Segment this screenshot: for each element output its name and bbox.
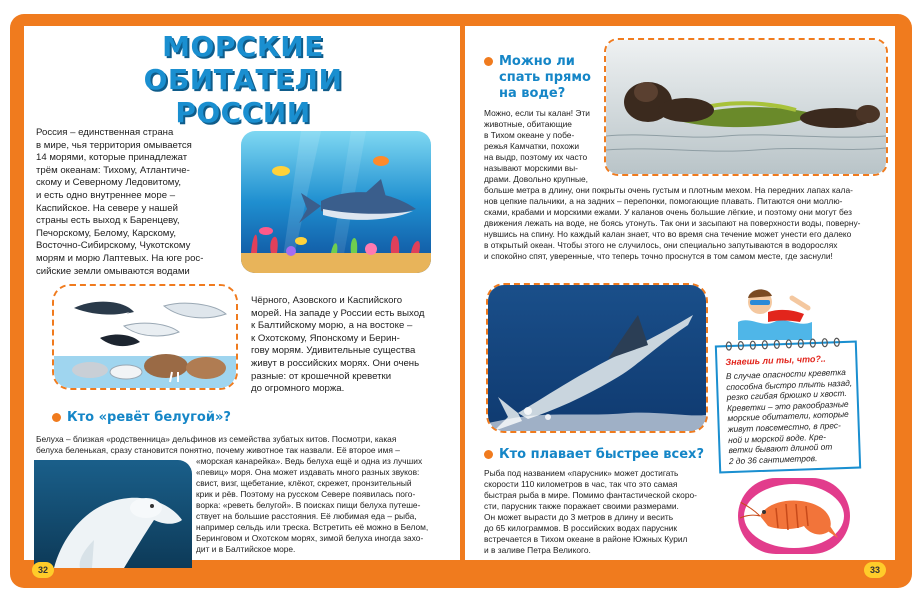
text-line: нов цепкие пальчики, а на задних – перепонки, помогающие плавать. Питаются они моллю- <box>484 196 843 206</box>
text-line: в мире, чья территория омывается <box>36 139 192 151</box>
text-line: и спокойно спят, уверенные, что теперь точно проснутся в том самом месте, где заснули! <box>484 251 833 261</box>
text-line: Каспийское. На севере у нашей <box>36 202 178 214</box>
text-line: до 65 килограммов. В российских водах парусник <box>484 523 678 533</box>
page-title-line-2: РОССИИ <box>175 96 311 129</box>
text-line: морские обитатели, которые <box>727 409 849 424</box>
swimming-boy-art <box>738 278 812 340</box>
did-you-know-note <box>715 341 861 474</box>
text-line: В случае опасности креветка <box>725 366 847 382</box>
shrimp-art <box>738 478 850 554</box>
sea-otter-photo-art <box>606 40 886 174</box>
sailfish-paragraph <box>484 468 714 556</box>
text-line: Чёрного, Азовского и Каспийского <box>251 295 403 306</box>
text-line: «морская канарейка». Ведь белуха ещё и одна из лучших <box>196 456 423 466</box>
sailfish-heading <box>484 447 704 463</box>
text-line: в Тихом океане у побе- <box>484 130 575 140</box>
text-line: трём океанам: Тихому, Атлантиче- <box>36 164 190 176</box>
swimming-boy-illustration <box>738 278 812 340</box>
text-line: скому и Северному Ледовитому, <box>36 177 181 189</box>
page-title-line-1: МОРСКИЕ ОБИТАТЕЛИ <box>143 30 343 96</box>
beluga-photo <box>34 460 192 568</box>
text-line: Креветки – это ракообразные <box>726 398 849 413</box>
text-line: Восточно-Сибирскому, Чукотскому <box>36 240 191 252</box>
text-line: живут повсеместно, в прес- <box>727 420 841 435</box>
otter-heading-line: Можно ли <box>499 54 575 69</box>
text-line: сти, парусник также поражает своими размерами. <box>484 501 679 511</box>
sailfish-photo-art <box>488 285 706 431</box>
text-line: разные: от крошечной креветки <box>251 370 392 382</box>
text-line: больше метра в длину, они покрыты очень густым и плотным мехом. На передних лапах кала- <box>484 185 853 195</box>
otter-heading <box>484 54 594 102</box>
text-line: к Балтийскому морю, а на востоке – <box>251 320 413 332</box>
text-line: способна быстро плыть назад, <box>726 377 853 392</box>
text-line: например сельдь или треска. Встретить её можно в Белом, <box>196 522 429 532</box>
beluga-paragraph-full <box>36 434 446 456</box>
page-number-right: 33 <box>864 562 886 578</box>
text-line: называют морскими вы- <box>484 163 578 173</box>
text-line: Можно, если ты калан! Эти <box>484 108 590 118</box>
text-line: встречается в Тихом океане в районе Южных Курил <box>484 534 688 544</box>
text-line: животные, обитающие <box>484 119 572 129</box>
text-line: Печорскому, Белому, Карскому, <box>36 227 177 239</box>
text-line: Он может вырасти до 3 метров в длину и весить <box>484 512 674 522</box>
intro-paragraph-continued <box>251 295 451 396</box>
underwater-illustration-art <box>241 131 431 273</box>
bullet-dot <box>484 57 493 66</box>
text-line: драми. Довольно крупные, <box>484 174 588 184</box>
text-line: белуха беленькая, сразу становится понятно, почему животное так назвали. Её второе имя – <box>36 445 400 455</box>
shrimp-badge <box>738 478 850 554</box>
page-number-left: 32 <box>32 562 54 578</box>
text-line: до огромного моржа. <box>251 383 345 395</box>
underwater-illustration <box>241 131 431 273</box>
otter-heading-line: спать прямо <box>499 70 591 85</box>
text-line: в открытый океан. Чтобы этого не случилось, они специально запутываются в водорослях <box>484 240 838 250</box>
text-line: Беринговом и Охотском морях, зимой белуха иногда захо- <box>196 533 424 543</box>
arctic-animals-illustration <box>52 284 238 390</box>
text-line: Рыба под названием «парусник» может достигать <box>484 468 679 478</box>
did-you-know-text <box>726 367 857 467</box>
sea-otter-photo <box>604 38 888 176</box>
text-line: ворка: «реветь белугой». В поисках пищи белуха путеше- <box>196 500 421 510</box>
text-line: страны есть выход к Баренцеву, <box>36 215 180 227</box>
sailfish-heading-text: Кто плавает быстрее всех? <box>499 447 704 462</box>
bullet-dot <box>484 450 493 459</box>
text-line: 14 морями, которые принадлежат <box>36 152 188 164</box>
otter-heading-line: на воде? <box>499 86 566 101</box>
text-line: резко сгибая брюшко и хвост. <box>726 388 847 403</box>
text-line: крик и рёв. Поэтому на русском Севере появилась пого- <box>196 489 416 499</box>
text-line: к Охотскому, Японскому и Берин- <box>251 332 400 344</box>
beluga-paragraph-wrap <box>196 456 446 555</box>
text-line: гову морям. Удивительные существа <box>251 345 416 357</box>
text-line: ствует на большие расстояния. Её любимая еда – рыба, <box>196 511 417 521</box>
text-line: сийские земли омываются водами <box>36 265 190 277</box>
text-line: 2 до 36 сантиметров. <box>728 452 818 466</box>
sailfish-photo <box>486 283 708 433</box>
beluga-heading <box>52 410 231 426</box>
did-you-know-title: Знаешь ли ты, что?.. <box>725 353 827 368</box>
otter-paragraph-narrow <box>484 108 600 185</box>
intro-paragraph <box>36 127 236 278</box>
text-line: Россия – единственная страна <box>36 127 174 138</box>
page-title <box>58 30 428 129</box>
text-line: дит и в Балтийское море. <box>196 544 296 554</box>
text-line: живут в российских морях. Они очень <box>251 357 420 369</box>
text-line: и в заливе Петра Великого. <box>484 545 591 555</box>
text-line: Белуха – близкая «родственница» дельфинов из семейства зубатых китов. Посмотри, какая <box>36 434 397 444</box>
text-line: движения лежать на воде, не боясь утонуть. Так они и засыпают на поверхности воды, поверну- <box>484 218 861 228</box>
text-line: ной и морской воде. Кре- <box>727 431 827 445</box>
text-line: свист, визг, щебетание, клёкот, скрежет, пронзительный <box>196 478 412 488</box>
beluga-photo-art <box>34 460 192 568</box>
text-line: морям и морю Лаптевых. На юге рос- <box>36 252 204 264</box>
text-line: «певиц» моря. Она может издавать много разных звуков: <box>196 467 420 477</box>
text-line: и есть одно внутреннее море – <box>36 189 176 201</box>
bullet-dot <box>52 413 61 422</box>
otter-paragraph-wide <box>484 185 888 262</box>
text-line: скорости 110 километров в час, так что это самая <box>484 479 678 489</box>
text-line: режья Камчатки, похожи <box>484 141 580 151</box>
text-line: нувшись на спину. Но каждый калан знает, что во время сна течение может унести его далеко <box>484 229 852 239</box>
text-line: на выдр, поэтому их часто <box>484 152 588 162</box>
text-line: сками, крабами и морскими ежами. У каланов очень большие лёгкие, и поэтому они могут без <box>484 207 852 217</box>
arctic-animals-art <box>54 286 236 388</box>
text-line: быстрая рыба в мире. Помимо фантастической скоро- <box>484 490 697 500</box>
beluga-heading-text: Кто «ревёт белугой»? <box>67 410 231 425</box>
text-line: ветки бывают длиной от <box>728 441 833 456</box>
text-line: морей. На западе у России есть выход <box>251 307 425 319</box>
